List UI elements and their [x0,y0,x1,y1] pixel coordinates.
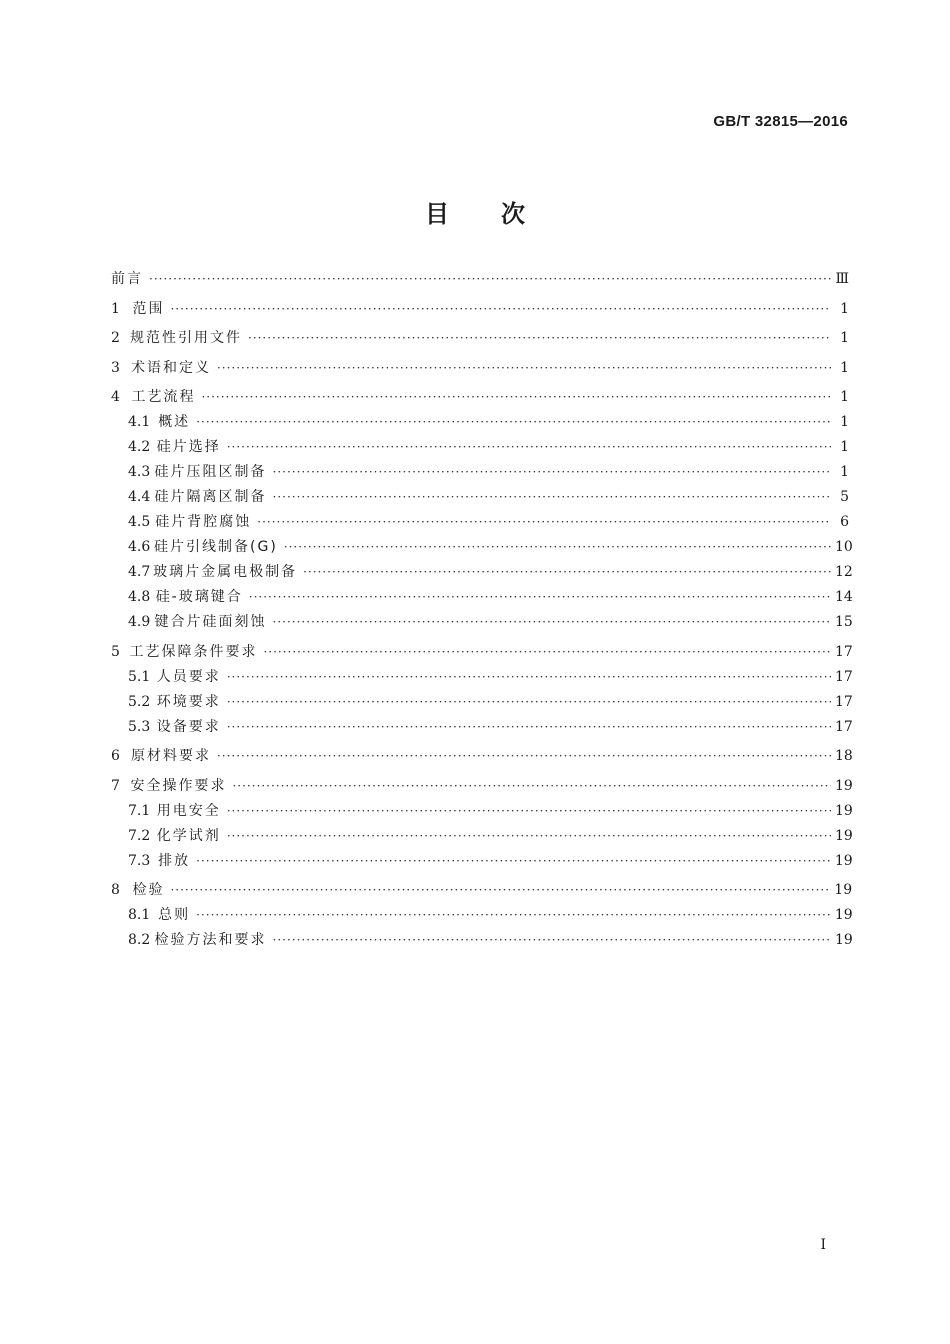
toc-entry-page: Ⅲ [835,271,849,287]
toc-leader-dots [217,747,831,765]
toc-entry-page: 1 [840,414,849,430]
toc-entry[interactable] [111,802,853,820]
toc-entry-page: 19 [834,852,853,869]
toc-entry-page: 1 [840,464,849,480]
toc-leader-dots [170,300,831,318]
toc-entry-page: 17 [835,643,853,660]
toc-entry[interactable] [111,693,853,711]
toc-entry-page: 19 [835,827,853,844]
toc-leader-dots [257,513,831,531]
toc-entry-page: 19 [835,802,853,819]
toc-entry-page: 1 [840,300,849,317]
toc-entry-page: 10 [835,539,853,555]
toc-entry-label: 硅片背腔腐蚀 [155,514,252,530]
toc-entry-number: 8.2 [128,932,151,948]
toc-entry-label: 检验方法和要求 [154,932,267,948]
toc-entry-label: 化学试剂 [156,827,221,844]
toc-entry[interactable] [111,438,849,456]
toc-entry-label: 硅片引线制备(G) [154,539,278,555]
toc-entry-page: 6 [840,514,849,530]
toc-entry-label: 工艺流程 [131,389,196,405]
toc-entry-page: 15 [835,614,853,630]
toc-entry-page: 19 [835,777,853,794]
toc-entry-page: 17 [835,693,853,710]
toc-entry-label: 工艺保障条件要求 [129,643,258,660]
toc-entry[interactable] [111,747,853,765]
toc-entry[interactable] [111,777,853,795]
toc-entry[interactable] [111,538,853,556]
toc-entry-page: 1 [840,330,849,346]
toc-leader-dots [249,588,831,606]
toc-entry-number: 7.2 [128,827,151,844]
toc-leader-dots [196,413,831,431]
toc-entry-label: 前言 [111,271,143,287]
toc-entry-label: 范围 [132,300,165,317]
toc-entry-label: 术语和定义 [130,359,211,376]
toc-entry[interactable] [111,270,849,288]
toc-leader-dots [273,931,831,949]
toc-entry-label: 环境要求 [156,693,221,710]
toc-entry[interactable] [111,827,853,845]
toc-entry-label: 规范性引用文件 [129,330,242,346]
toc-entry[interactable] [111,643,853,661]
toc-entry-number: 4.5 [128,514,151,530]
toc-entry-number: 4.7 [128,564,151,580]
toc-entry-number: 7.3 [128,852,151,869]
toc-entry-label: 人员要求 [156,668,221,685]
toc-entry-number: 6 [111,748,120,764]
toc-entry[interactable] [111,388,849,406]
toc-entry-number: 7.1 [128,802,151,819]
toc-entry[interactable] [111,463,849,481]
toc-entry-number: 4.1 [128,414,151,430]
toc-entry-label: 原材料要求 [130,748,211,764]
toc-leader-dots [227,668,831,686]
toc-entry[interactable] [111,563,853,581]
toc-leader-dots [273,613,831,631]
toc-entry-label: 概述 [158,414,191,430]
toc-entry-number: 4.3 [128,464,151,480]
table-of-contents [111,270,853,949]
page-title: 目次 [425,200,577,228]
toc-entry-page: 14 [835,589,853,605]
toc-leader-dots [227,438,831,456]
toc-entry-number: 4.6 [128,539,151,555]
toc-entry[interactable] [111,329,849,347]
toc-leader-dots [196,906,831,924]
toc-entry-page: 18 [835,748,853,764]
toc-entry-number: 4.9 [128,614,151,630]
toc-leader-dots [227,802,831,820]
toc-entry-number: 2 [111,330,120,346]
toc-entry-number: 5.2 [128,693,151,710]
toc-entry[interactable] [111,613,853,631]
footer-page-number: Ⅰ [820,1237,826,1253]
toc-entry[interactable] [111,718,853,736]
toc-leader-dots [227,827,831,845]
toc-entry-number: 4.2 [128,439,151,455]
toc-entry-number: 4.4 [128,489,151,505]
toc-entry-number: 3 [111,359,120,376]
toc-leader-dots [227,693,831,711]
toc-entry-label: 检验 [132,882,165,898]
toc-leader-dots [303,563,831,581]
toc-entry[interactable] [111,852,853,870]
toc-entry[interactable] [111,359,849,377]
toc-entry[interactable] [111,906,853,924]
toc-entry-page: 1 [840,389,849,405]
toc-leader-dots [217,359,831,377]
toc-leader-dots [201,388,831,406]
toc-entry-page: 12 [835,564,853,580]
toc-entry[interactable] [111,668,853,686]
toc-entry-page: 1 [840,359,849,376]
toc-entry-label: 硅片隔离区制备 [154,489,267,505]
toc-entry-number: 8.1 [128,907,151,923]
toc-entry-number: 4 [111,389,120,405]
toc-entry[interactable] [111,488,849,506]
toc-entry-label: 用电安全 [156,802,221,819]
toc-entry[interactable] [111,513,849,531]
toc-entry-page: 17 [835,668,853,685]
toc-leader-dots [232,777,831,795]
toc-leader-dots [273,463,831,481]
toc-leader-dots [196,852,831,870]
toc-entry-label: 排放 [158,852,191,869]
toc-entry[interactable] [111,413,849,431]
toc-leader-dots [248,329,831,347]
toc-entry-number: 7 [111,777,120,794]
toc-entry-number: 5 [111,643,120,660]
toc-entry-label: 总则 [158,907,191,923]
toc-entry-label: 玻璃片金属电极制备 [153,564,298,580]
toc-entry-page: 17 [835,718,853,735]
toc-entry-number: 5.1 [128,668,151,685]
toc-entry-label: 设备要求 [156,718,221,735]
toc-entry[interactable] [111,588,853,606]
toc-leader-dots [284,538,831,556]
toc-entry-page: 19 [834,907,853,923]
toc-entry-page: 19 [834,882,853,898]
toc-leader-dots [263,643,831,661]
toc-entry[interactable] [111,881,853,899]
toc-entry-label: 安全操作要求 [130,777,227,794]
toc-entry-page: 5 [840,489,849,505]
toc-entry-label: 硅片压阻区制备 [154,464,267,480]
toc-entry-number: 1 [111,300,120,317]
toc-entry-page: 1 [840,439,849,455]
toc-entry-number: 5.3 [128,718,151,735]
toc-entry[interactable] [111,300,849,318]
toc-entry-number: 4.8 [128,589,151,605]
toc-leader-dots [170,881,830,899]
toc-leader-dots [273,488,831,506]
toc-entry-label: 键合片硅面刻蚀 [154,614,267,630]
toc-entry[interactable] [111,931,853,949]
standard-number: GB/T 32815—2016 [713,113,848,130]
toc-entry-label: 硅片选择 [156,439,221,455]
toc-leader-dots [227,718,831,736]
toc-entry-number: 8 [111,882,120,898]
toc-entry-page: 19 [835,932,853,948]
toc-leader-dots [149,270,831,288]
toc-entry-label: 硅-玻璃键合 [155,589,243,605]
